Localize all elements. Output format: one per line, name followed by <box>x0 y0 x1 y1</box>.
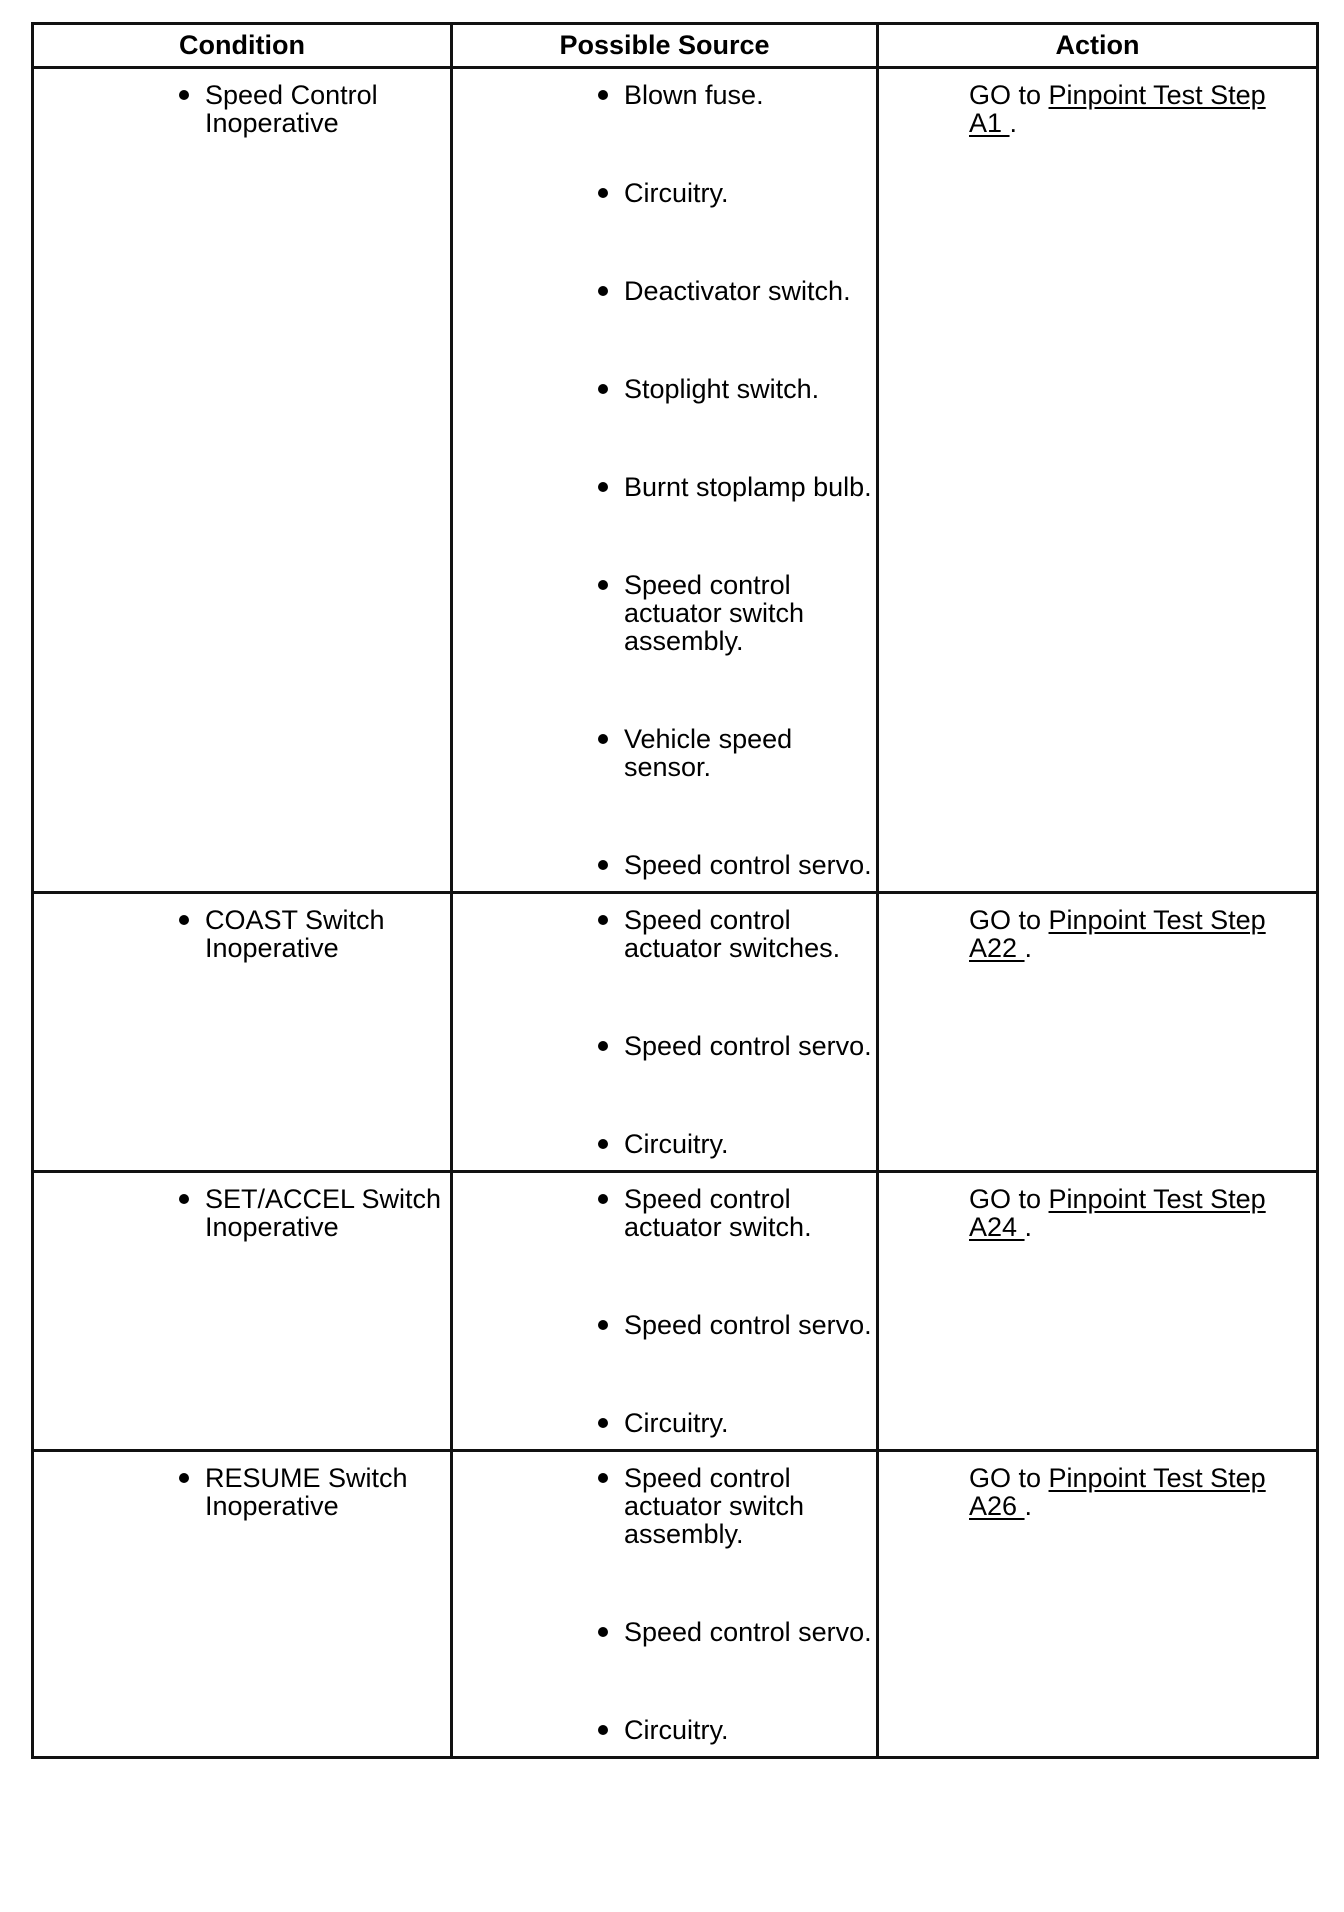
bullet-icon <box>592 725 624 781</box>
bullet-icon <box>592 277 624 305</box>
source-text: Speed control servo. <box>624 850 872 880</box>
table-row <box>33 893 1318 1172</box>
source-text: Deactivator switch. <box>624 276 851 306</box>
action-suffix: . <box>1024 1212 1033 1242</box>
action-prefix: GO to <box>969 80 1049 110</box>
action-cell <box>878 68 1318 893</box>
list-item <box>592 1464 876 1548</box>
source-text: Speed control servo. <box>624 1031 872 1061</box>
condition-cell <box>33 1172 452 1451</box>
bullet-icon <box>592 571 624 655</box>
source-text: Circuitry. <box>624 1715 729 1745</box>
source-text: Speed control actuator switch. <box>624 1184 812 1242</box>
condition-cell <box>33 893 452 1172</box>
bullet-icon <box>592 906 624 962</box>
condition-text: SET/ACCEL Switch Inoperative <box>205 1184 442 1242</box>
header-possible-source: Possible Source <box>452 24 878 68</box>
bullet-icon <box>592 179 624 207</box>
pinpoint-test-link[interactable]: Pinpoint Test Step A1 <box>969 80 1266 138</box>
bullet-icon <box>592 1130 624 1158</box>
action-suffix: . <box>1024 933 1033 963</box>
source-list <box>453 1173 876 1449</box>
pinpoint-test-link[interactable]: Pinpoint Test Step A26 <box>969 1463 1266 1521</box>
bullet-icon <box>592 375 624 403</box>
bullet-icon <box>592 1618 624 1646</box>
table-row <box>33 1172 1318 1451</box>
source-text: Circuitry. <box>624 1408 729 1438</box>
bullet-icon <box>592 1409 624 1437</box>
list-item <box>592 906 876 962</box>
bullet-icon <box>173 1185 205 1241</box>
bullet-icon <box>173 81 205 137</box>
bullet-icon <box>592 81 624 109</box>
action-cell <box>878 893 1318 1172</box>
action-cell <box>878 1172 1318 1451</box>
header-row <box>33 24 1318 68</box>
header-condition: Condition <box>33 24 452 68</box>
source-cell <box>452 1172 878 1451</box>
source-cell <box>452 1451 878 1758</box>
action-cell <box>878 1451 1318 1758</box>
diagnosis-document <box>31 22 1316 1759</box>
bullet-icon <box>592 1032 624 1060</box>
list-item <box>592 851 876 879</box>
diagnosis-table <box>31 22 1319 1759</box>
header-action: Action <box>878 24 1318 68</box>
list-item <box>592 1409 876 1437</box>
bullet-icon <box>592 1464 624 1548</box>
condition-cell <box>33 68 452 893</box>
source-list <box>453 69 876 891</box>
source-text: Speed control actuator switch assembly. <box>624 570 805 656</box>
list-item <box>592 375 876 403</box>
source-cell <box>452 68 878 893</box>
source-cell <box>452 893 878 1172</box>
action-suffix: . <box>1024 1491 1033 1521</box>
condition-text: Speed Control Inoperative <box>205 80 378 138</box>
source-text: Blown fuse. <box>624 80 764 110</box>
action-prefix: GO to <box>969 1184 1049 1214</box>
bullet-icon <box>592 1185 624 1241</box>
source-text: Vehicle speed sensor. <box>624 724 793 782</box>
source-text: Burnt stoplamp bulb. <box>624 472 872 502</box>
action-prefix: GO to <box>969 905 1049 935</box>
list-item <box>592 1130 876 1158</box>
table-row <box>33 68 1318 893</box>
condition-cell <box>33 1451 452 1758</box>
source-text: Circuitry. <box>624 178 729 208</box>
source-text: Speed control actuator switch assembly. <box>624 1463 805 1549</box>
list-item <box>592 1716 876 1744</box>
condition-text: RESUME Switch Inoperative <box>205 1463 408 1521</box>
bullet-icon <box>592 473 624 501</box>
list-item <box>592 473 876 501</box>
list-item <box>592 1185 876 1241</box>
list-item <box>592 571 876 655</box>
source-list <box>453 1452 876 1756</box>
source-text: Speed control servo. <box>624 1310 872 1340</box>
source-text: Stoplight switch. <box>624 374 820 404</box>
list-item <box>592 179 876 207</box>
bullet-icon <box>592 851 624 879</box>
list-item <box>592 1311 876 1339</box>
list-item <box>592 725 876 781</box>
list-item <box>592 1618 876 1646</box>
source-text: Speed control actuator switches. <box>624 905 841 963</box>
action-prefix: GO to <box>969 1463 1049 1493</box>
bullet-icon <box>592 1716 624 1744</box>
bullet-icon <box>592 1311 624 1339</box>
source-text: Circuitry. <box>624 1129 729 1159</box>
action-suffix: . <box>1009 108 1018 138</box>
table-row <box>33 1451 1318 1758</box>
pinpoint-test-link[interactable]: Pinpoint Test Step A24 <box>969 1184 1266 1242</box>
list-item <box>592 81 876 109</box>
source-text: Speed control servo. <box>624 1617 872 1647</box>
bullet-icon <box>173 906 205 962</box>
bullet-icon <box>173 1464 205 1520</box>
list-item <box>592 1032 876 1060</box>
condition-text: COAST Switch Inoperative <box>205 905 385 963</box>
source-list <box>453 894 876 1170</box>
pinpoint-test-link[interactable]: Pinpoint Test Step A22 <box>969 905 1266 963</box>
list-item <box>592 277 876 305</box>
